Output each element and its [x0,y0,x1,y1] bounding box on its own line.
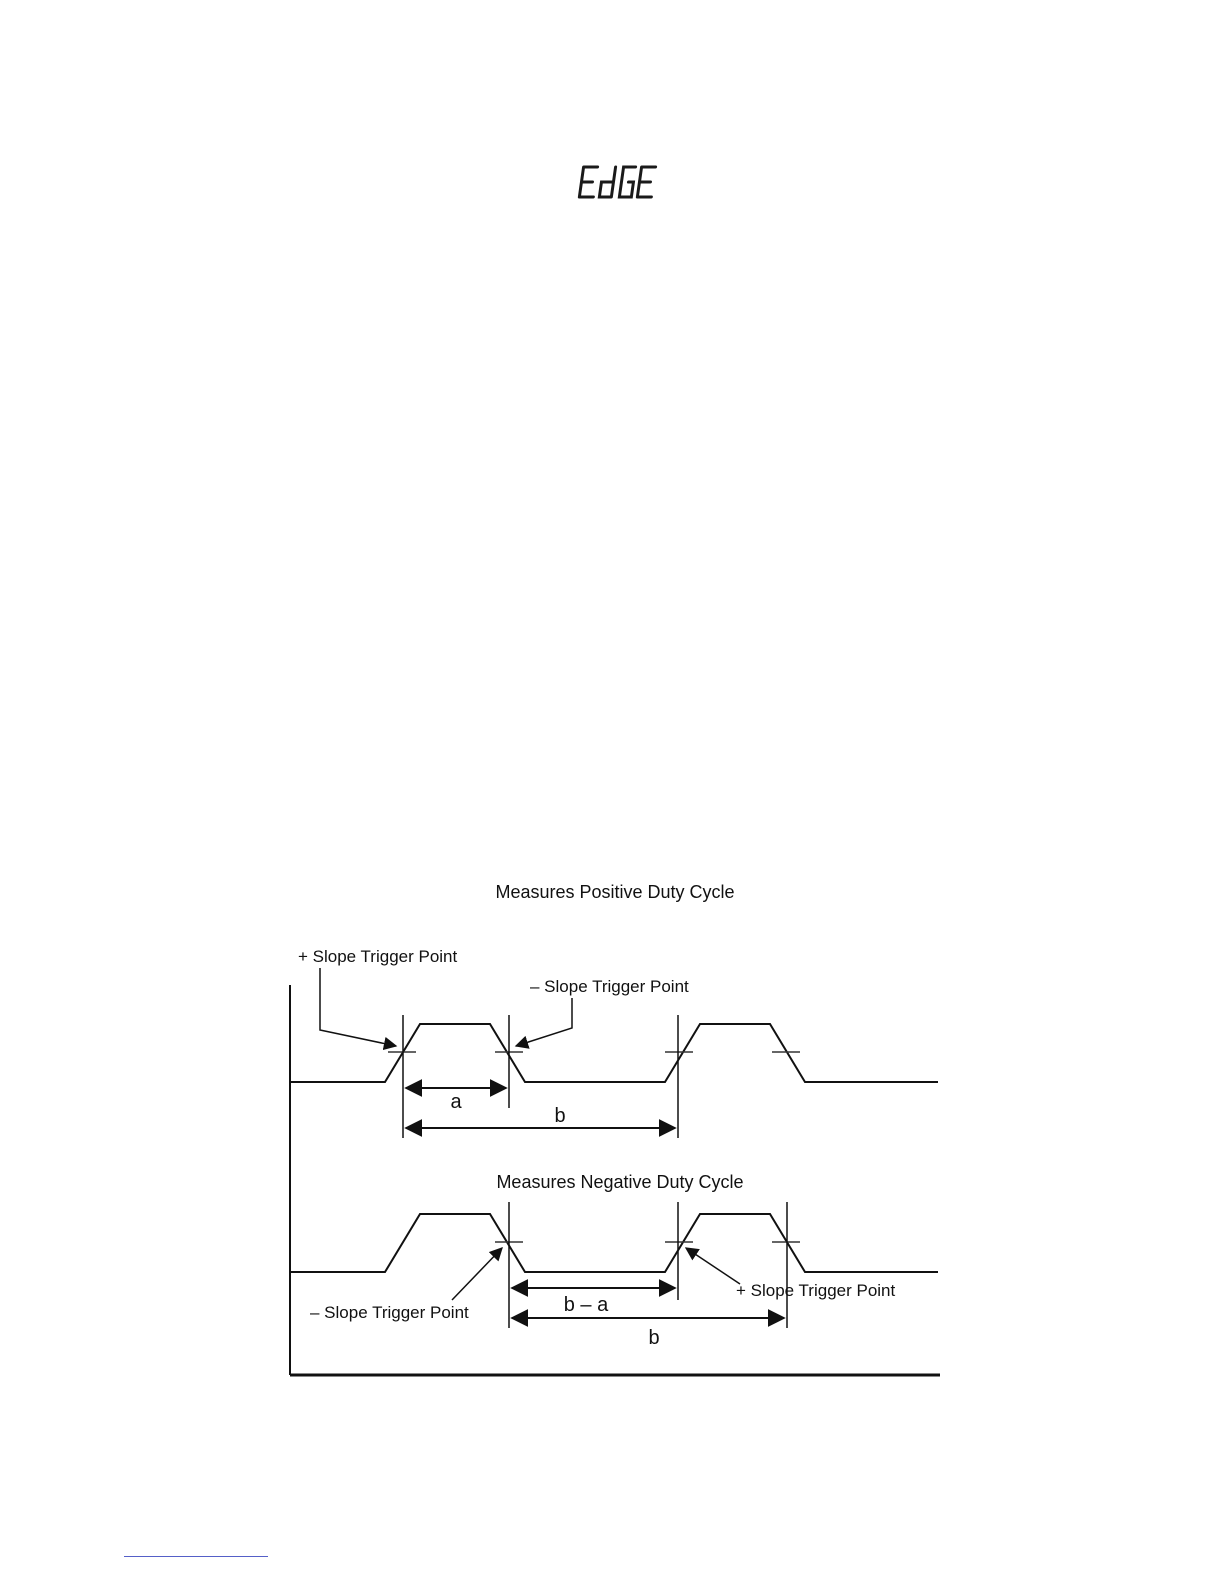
positive-plus-slope-pointer [320,968,396,1046]
negative-plus-slope-pointer [686,1248,740,1284]
positive-duty-title: Measures Positive Duty Cycle [495,882,735,902]
positive-label-b: b [554,1105,566,1127]
positive-measure-lines [403,1015,678,1138]
positive-minus-slope-pointer [516,998,572,1046]
negative-label-b: b [648,1327,660,1349]
negative-duty-title: Measures Negative Duty Cycle [496,1172,744,1192]
footnote-rule [124,1556,268,1557]
positive-minus-slope-label: – Slope Trigger Point [530,977,689,996]
negative-waveform [290,1214,938,1272]
negative-measure-lines [509,1202,787,1328]
positive-plus-slope-label: + Slope Trigger Point [298,947,458,966]
negative-minus-slope-label: – Slope Trigger Point [310,1303,469,1322]
positive-waveform [290,1024,938,1082]
positive-label-a: a [450,1091,462,1113]
negative-label-b-minus-a: b – a [563,1294,609,1316]
lcd-edge-readout [576,164,658,200]
duty-cycle-diagram [280,870,950,1390]
negative-minus-slope-pointer [452,1248,502,1300]
negative-plus-slope-label: + Slope Trigger Point [736,1281,896,1300]
